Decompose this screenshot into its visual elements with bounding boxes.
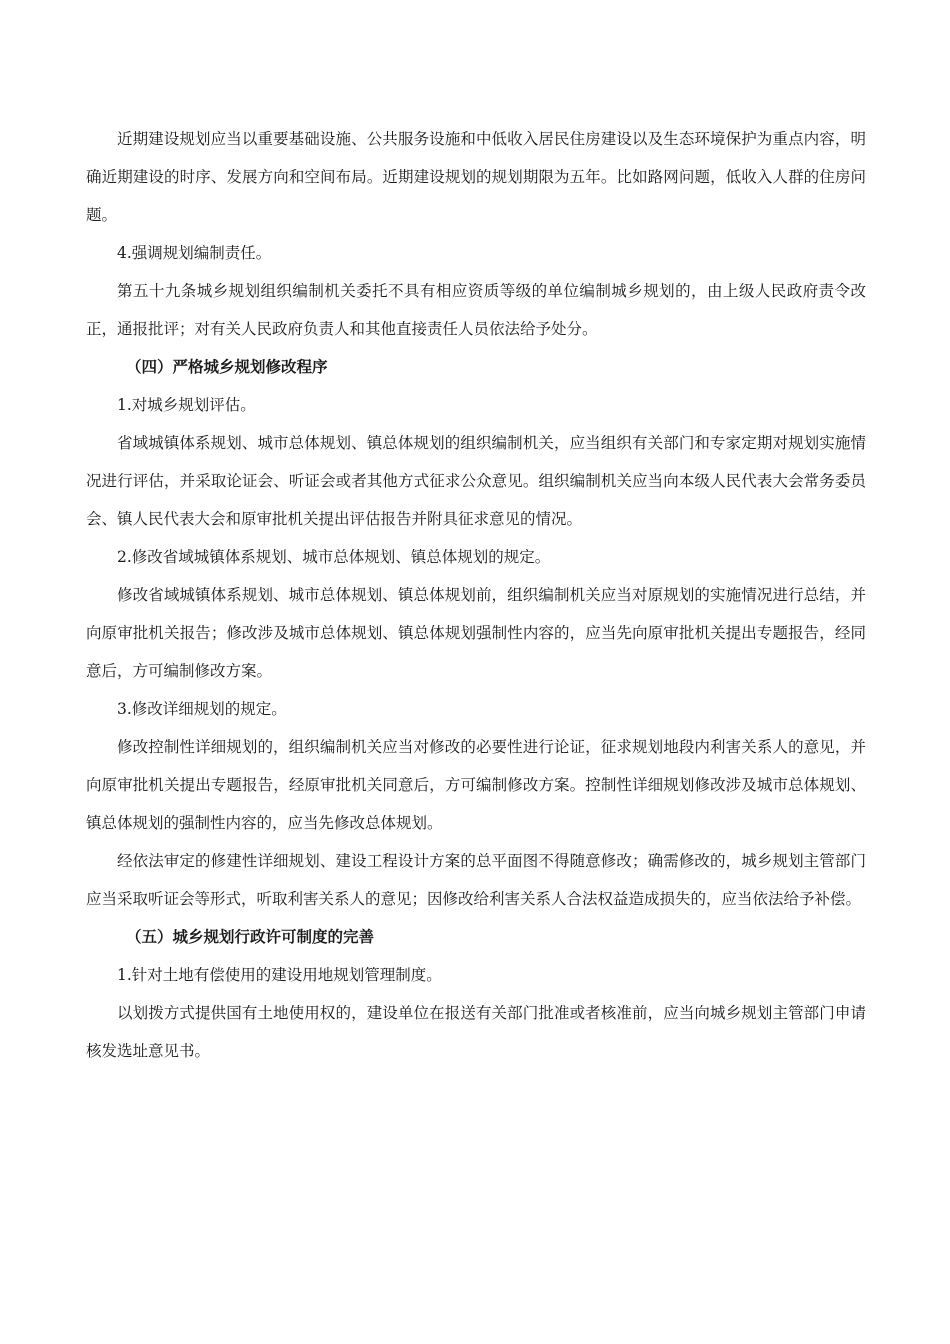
paragraph: 近期建设规划应当以重要基础设施、公共服务设施和中低收入居民住房建设以及生态环境保护为重点内容，明确近期建设的时序、发展方向和空间布局。近期建设规划的规划期限为五年。比如路网问题，低收入人群的住房问题。: [86, 130, 866, 224]
paragraph: 3.修改详细规划的规定。: [117, 700, 287, 718]
paragraph: 第五十九条城乡规划组织编制机关委托不具有相应资质等级的单位编制城乡规划的，由上级人民政府责令改正，通报批评；对有关人民政府负责人和其他直接责任人员依法给予处分。: [86, 282, 866, 338]
paragraph: 2.修改省域城镇体系规划、城市总体规划、镇总体规划的规定。: [117, 548, 551, 566]
paragraph: 修改控制性详细规划的，组织编制机关应当对修改的必要性进行论证，征求规划地段内利害关系人的意见，并向原审批机关提出专题报告，经原审批机关同意后，方可编制修改方案。控制性详细规划修改涉及城市总体规划、镇总体规划的强制性内容的，应当先修改总体规划。: [86, 738, 866, 832]
paragraph: 1.对城乡规划评估。: [117, 396, 256, 414]
paragraph: 经依法审定的修建性详细规划、建设工程设计方案的总平面图不得随意修改；确需修改的，城乡规划主管部门应当采取听证会等形式，听取利害关系人的意见；因修改给利害关系人合法权益造成损失的，应当依法给予补偿。: [86, 852, 866, 908]
paragraph: 1.针对土地有偿使用的建设用地规划管理制度。: [117, 966, 442, 984]
section-heading: （五）城乡规划行政许可制度的完善: [126, 928, 375, 946]
paragraph: 以划拨方式提供国有土地使用权的，建设单位在报送有关部门批准或者核准前，应当向城乡规划主管部门申请核发选址意见书。: [86, 1004, 866, 1060]
paragraph: 4.强调规划编制责任。: [117, 244, 272, 262]
paragraph: 修改省域城镇体系规划、城市总体规划、镇总体规划前，组织编制机关应当对原规划的实施情况进行总结，并向原审批机关报告；修改涉及城市总体规划、镇总体规划强制性内容的，应当先向原审批机关提出专题报告，经同意后，方可编制修改方案。: [86, 586, 866, 680]
section-heading: （四）严格城乡规划修改程序: [126, 358, 328, 376]
document-page: [86, 120, 866, 1070]
paragraph: 省域城镇体系规划、城市总体规划、镇总体规划的组织编制机关，应当组织有关部门和专家定期对规划实施情况进行评估，并采取论证会、听证会或者其他方式征求公众意见。组织编制机关应当向本级人民代表大会常务委员会、镇人民代表大会和原审批机关提出评估报告并附具征求意见的情况。: [86, 434, 866, 528]
